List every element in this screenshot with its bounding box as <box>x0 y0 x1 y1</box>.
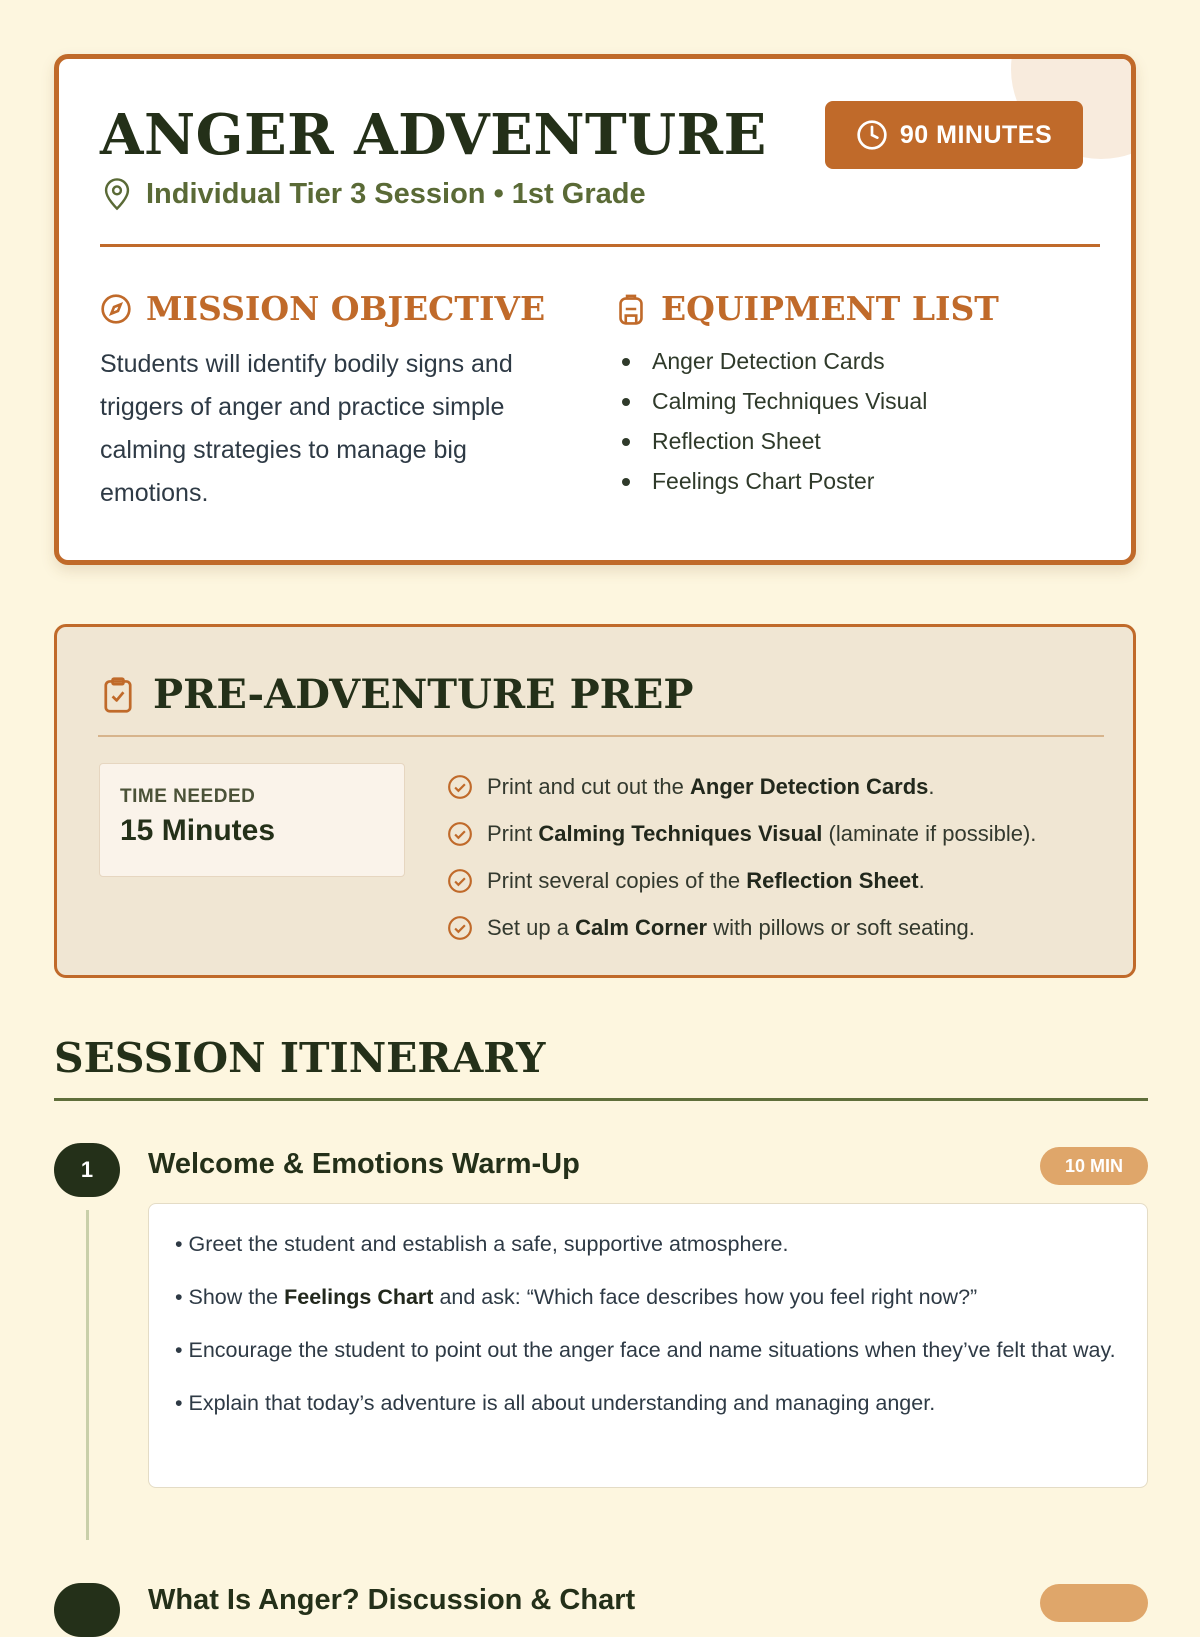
step-duration-badge: 10 MIN <box>1040 1147 1148 1185</box>
equipment-item: Anger Detection Cards <box>622 341 927 381</box>
step-number-badge: 1 <box>54 1143 120 1197</box>
mission-heading <box>100 289 545 328</box>
mission-heading-text: MISSION OBJECTIVE <box>146 289 546 328</box>
step-duration-badge <box>1040 1584 1148 1622</box>
itinerary-heading: SESSION ITINERARY <box>54 1034 546 1082</box>
step-title: What Is Anger? Discussion & Chart <box>148 1584 636 1616</box>
session-subtitle <box>102 177 646 211</box>
time-needed-box <box>99 763 405 877</box>
equipment-item: Calming Techniques Visual <box>622 381 927 421</box>
header-divider <box>100 244 1100 247</box>
session-header-card <box>54 54 1136 565</box>
mission-objective-text: Students will identify bodily signs and triggers of anger and practice simple calming strategies to manage big emotions. <box>100 350 513 507</box>
clipboard-check-icon <box>101 676 135 714</box>
compass-icon <box>100 292 132 326</box>
equipment-heading-text: EQUIPMENT LIST <box>661 289 999 328</box>
step-title: Welcome & Emotions Warm-Up <box>148 1148 580 1180</box>
prep-task <box>447 810 1036 857</box>
equipment-item: Reflection Sheet <box>622 421 927 461</box>
prep-task <box>447 904 1036 951</box>
subtitle-text: Individual Tier 3 Session • 1st Grade <box>146 177 646 210</box>
equipment-heading <box>615 289 999 328</box>
time-needed-value: 15 Minutes <box>120 814 276 847</box>
pre-adventure-prep-card <box>54 624 1136 978</box>
itinerary-divider <box>54 1098 1148 1101</box>
step-number-badge <box>54 1583 120 1637</box>
backpack-icon <box>615 292 647 326</box>
prep-task-text: Print several copies of the Reflection Sheet. <box>487 867 925 893</box>
time-needed-label: TIME NEEDED <box>120 786 256 807</box>
prep-task-list <box>447 763 1036 951</box>
step-bullet: • Greet the student and establish a safe, supportive atmosphere. <box>175 1232 789 1256</box>
prep-task-text: Print and cut out the Anger Detection Cards. <box>487 773 935 799</box>
prep-task <box>447 857 1036 904</box>
map-pin-icon <box>102 177 132 211</box>
check-circle-icon <box>447 821 473 847</box>
prep-task-text: Set up a Calm Corner with pillows or soft seating. <box>487 914 975 940</box>
clock-icon <box>856 119 888 151</box>
prep-task <box>447 763 1036 810</box>
step-bullet: • Show the Feelings Chart and ask: “Which face describes how you feel right now?” <box>175 1285 978 1309</box>
prep-heading-text: PRE-ADVENTURE PREP <box>153 671 694 718</box>
timeline-connector <box>86 1210 89 1540</box>
check-circle-icon <box>447 915 473 941</box>
prep-task-text: Print Calming Techniques Visual (laminate if possible). <box>487 820 1037 846</box>
duration-badge[interactable] <box>825 101 1083 169</box>
step-details-box <box>148 1203 1148 1488</box>
duration-label: 90 MINUTES <box>899 120 1053 149</box>
equipment-item: Feelings Chart Poster <box>622 461 927 501</box>
check-circle-icon <box>447 868 473 894</box>
prep-heading <box>101 671 693 718</box>
step-bullet: • Explain that today’s adventure is all about understanding and managing anger. <box>175 1391 936 1415</box>
step-bullet: • Encourage the student to point out the anger face and name situations when they’ve felt that way. <box>175 1338 1116 1362</box>
check-circle-icon <box>447 774 473 800</box>
prep-divider <box>98 735 1104 737</box>
equipment-list <box>622 341 927 501</box>
page-title: ANGER ADVENTURE <box>100 102 767 168</box>
